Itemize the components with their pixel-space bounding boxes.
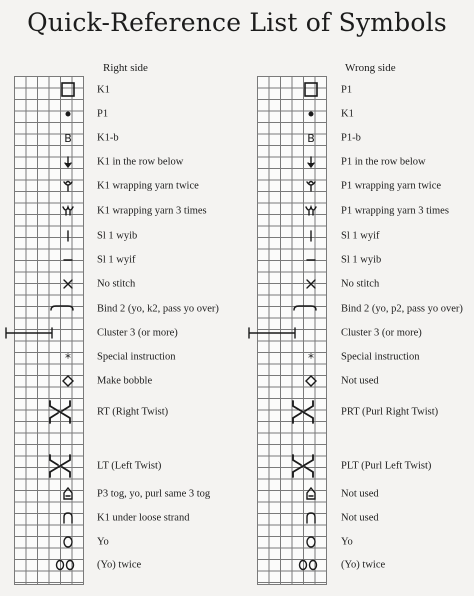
svg-text:B: B [64, 132, 72, 145]
svg-text:*: * [65, 351, 71, 365]
right-side-label: RT (Right Twist) [97, 406, 169, 418]
wrong-side-label: K1 [341, 108, 354, 120]
wrong-side-label: Cluster 3 (or more) [341, 327, 422, 339]
right-side-label: Make bobble [97, 375, 153, 387]
wrong-side-label: Yo [341, 536, 353, 548]
right-side-label: Special instruction [97, 351, 176, 363]
right-side-label: K1 wrapping yarn twice [97, 180, 199, 192]
wrong-side-label: Not used [341, 512, 379, 524]
right-side-label: P3 tog, yo, purl same 3 tog [97, 488, 211, 500]
wrong-side-grid [257, 76, 327, 585]
wrong-side-label: P1 wrapping yarn 3 times [341, 205, 449, 217]
wrong-side-label: (Yo) twice [341, 559, 386, 571]
svg-text:B: B [307, 132, 315, 145]
right-side-grid [14, 76, 84, 585]
wrong-side-label: Bind 2 (yo, p2, pass yo over) [341, 303, 463, 315]
wrong-side-label: P1 in the row below [341, 156, 426, 168]
right-side-label: K1 [97, 84, 110, 96]
wrong-side-label: P1 wrapping yarn twice [341, 180, 442, 192]
wrong-side-label: No stitch [341, 278, 380, 290]
right-side-label: K1 wrapping yarn 3 times [97, 205, 207, 217]
wrong-side-label: Sl 1 wyif [341, 230, 380, 242]
right-side-label: K1-b [97, 132, 119, 144]
right-side-label: Yo [97, 536, 109, 548]
right-side-label: Cluster 3 (or more) [97, 327, 178, 339]
wrong-side-label: PRT (Purl Right Twist) [341, 406, 439, 418]
right-side-label: Bind 2 (yo, k2, pass yo over) [97, 303, 219, 315]
wrong-side-label: Special instruction [341, 351, 420, 363]
wrong-side-label: Not used [341, 488, 379, 500]
wrong-side-label: PLT (Purl Left Twist) [341, 460, 432, 472]
right-side-label: No stitch [97, 278, 136, 290]
right-side-label: P1 [97, 108, 109, 120]
wrong-side-label: Not used [341, 375, 379, 387]
page-title: Quick-Reference List of Symbols [27, 8, 447, 37]
right-side-label: Sl 1 wyif [97, 254, 136, 266]
right-side-header: Right side [103, 62, 148, 74]
right-side-label: (Yo) twice [97, 559, 142, 571]
right-side-label: Sl 1 wyib [97, 230, 138, 242]
right-side-label: K1 under loose strand [97, 512, 190, 524]
wrong-side-label: P1-b [341, 132, 361, 144]
right-side-label: K1 in the row below [97, 156, 184, 168]
wrong-side-label: P1 [341, 84, 353, 96]
svg-text:*: * [308, 351, 314, 365]
right-side-label: LT (Left Twist) [97, 460, 162, 472]
wrong-side-header: Wrong side [345, 62, 396, 74]
wrong-side-label: Sl 1 wyib [341, 254, 382, 266]
